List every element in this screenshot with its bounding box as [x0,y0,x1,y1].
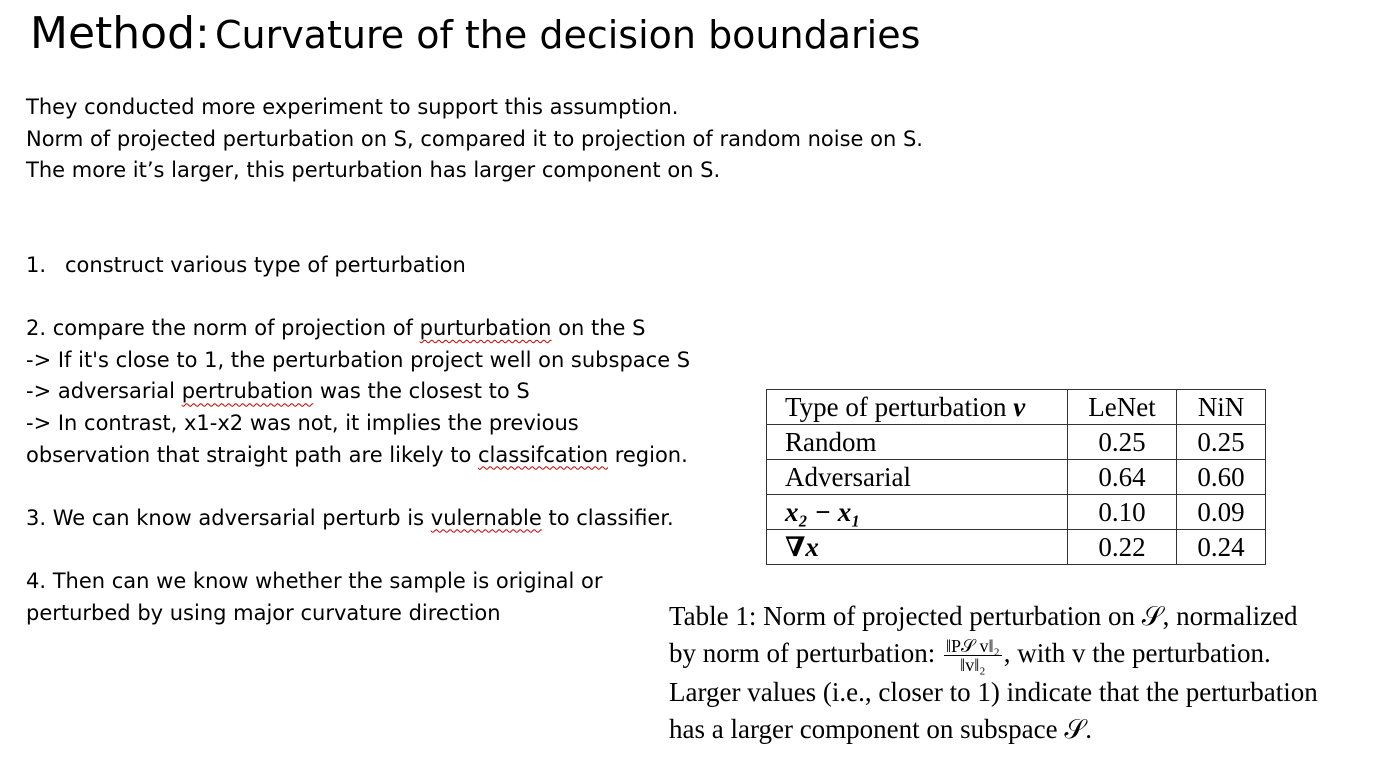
table-row [767,530,1266,565]
lenet-value: 0.22 [1068,530,1177,565]
step-2-line-2: -> If it's close to 1, the perturbation project well on subspace S [26,347,691,372]
step-1 [26,250,923,282]
lenet-value: 0.64 [1068,460,1177,495]
step-4-line-1: 4. Then can we know whether the sample is original or [26,568,603,593]
nin-value: 0.60 [1177,460,1266,495]
step-1-text: construct various type of perturbation [65,252,466,277]
step-3: 3. We can know adversarial perturb is vulernable to classifier. [26,505,674,530]
table-row [767,460,1266,495]
row-label: Random [767,425,1068,460]
nin-value: 0.25 [1177,425,1266,460]
step-4-line-2: perturbed by using major curvature direction [26,600,501,625]
spelling-flag: pertrubation [181,379,314,404]
step-2-line-5: observation that straight path are likely to classifcation region. [26,442,688,467]
perturbation-table [766,389,1266,565]
step-1-number: 1. [26,252,47,277]
caption-line-3: Larger values (i.e., closer to 1) indicate that the perturbation [669,677,1318,708]
caption-line-1: Table 1: Norm of projected perturbation on 𝒮, normalized [669,601,1298,631]
row-label: x₂ − x₁ [767,495,1068,530]
table-row [767,495,1266,530]
nin-value: 0.24 [1177,530,1266,565]
fraction-numerator: ‖P𝒮 v‖₂ [945,636,1000,657]
header-lenet: LeNet [1068,390,1177,425]
spelling-flag: classifcation [478,442,609,467]
table-header-row [767,390,1266,425]
nin-value: 0.09 [1177,495,1266,530]
row-label: ∇x [767,530,1068,565]
title-prefix: Method: [30,8,210,59]
table-row [767,425,1266,460]
lenet-value: 0.10 [1068,495,1177,530]
table-caption [669,598,1369,748]
norm-fraction [944,637,1002,674]
step-2-line-4: -> In contrast, x1-x2 was not, it implies the previous [26,410,579,435]
row-label: Adversarial [767,460,1068,495]
step-2-line-3: -> adversarial pertrubation was the closest to S [26,379,530,404]
spelling-flag: purturbation [419,316,552,341]
title-text: Curvature of the decision boundaries [214,13,921,57]
step-2-line-1: 2. compare the norm of projection of purturbation on the S [26,316,646,341]
slide-title [30,6,920,71]
header-nin: NiN [1177,390,1266,425]
caption-line-2: by norm of perturbation: $\frac{\text{‖P𝒮 v‖₂}}{\text{‖v‖₂}}$ , with v the perturbation. [669,636,1271,676]
spelling-flag: vulernable [430,505,542,530]
caption-line-4: has a larger component on subspace 𝒮. [669,714,1093,745]
header-type: Type of perturbation v [767,390,1068,425]
intro-line-2: Norm of projected perturbation on S, compared it to projection of random noise on S. [26,126,923,151]
lenet-value: 0.25 [1068,425,1177,460]
fraction-denominator: ‖v‖₂ [960,655,986,676]
intro-line-3: The more it’s larger, this perturbation has larger component on S. [26,158,721,183]
intro-line-1: They conducted more experiment to support this assumption. [26,95,679,119]
